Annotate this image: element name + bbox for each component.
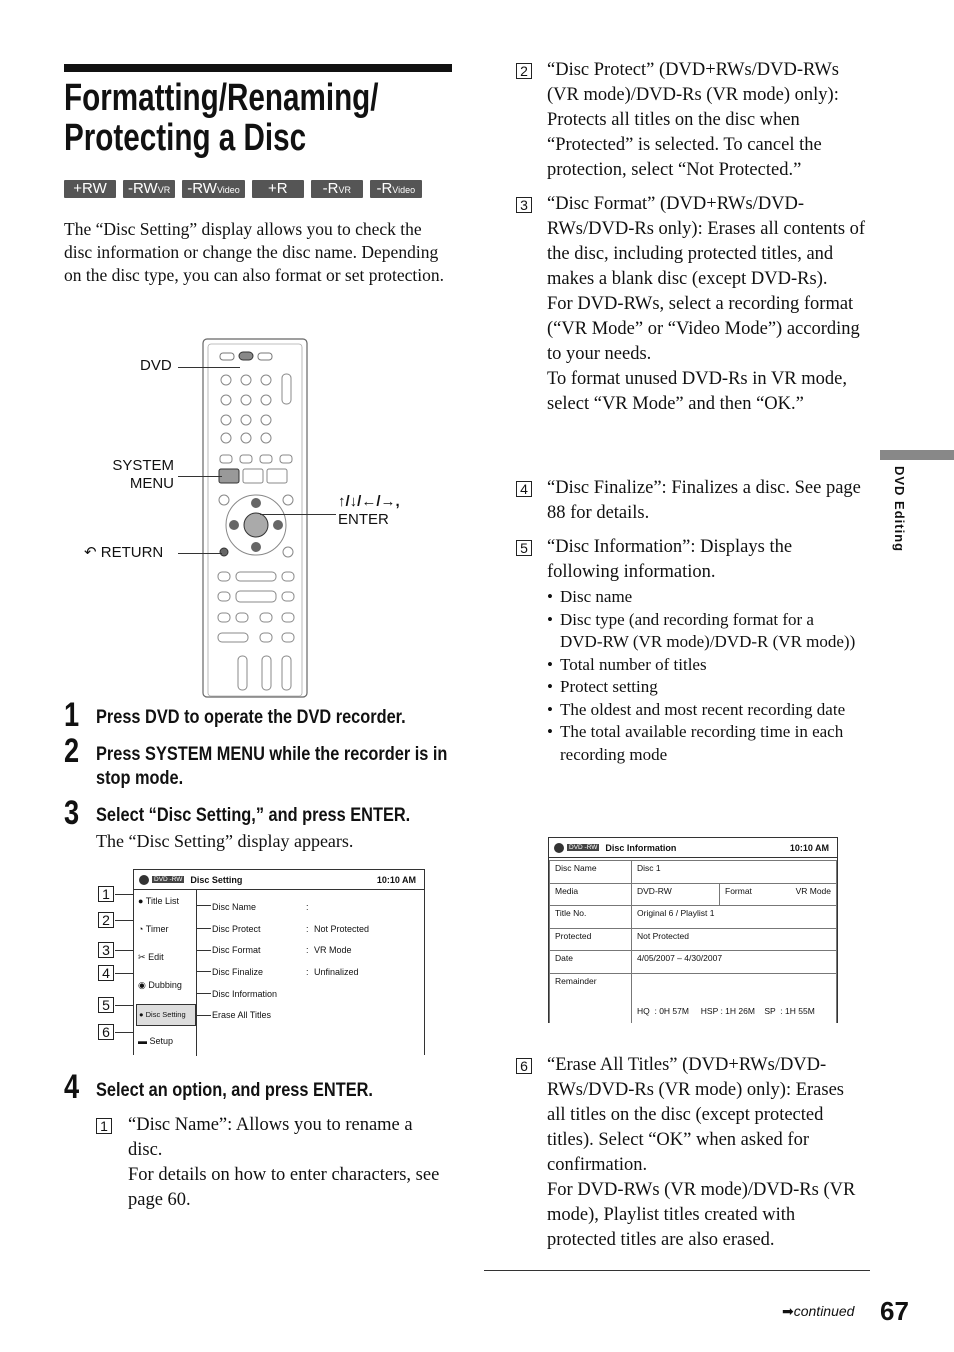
marker-6: 6 bbox=[98, 1024, 114, 1040]
step-4-text: Select an option, and press ENTER. bbox=[96, 1080, 373, 1101]
item-2-marker: 2 bbox=[516, 63, 532, 79]
item-6-text: “Erase All Titles” (DVD+RWs/DVD-RWs/DVD-Rs (VR mode) only): Erases all titles on the disc (except protected titles). Select “OK” when asked for confirmation. For DVD-RWs (VR mode)/DVD-Rs (VR mode), Playlist titles created with protected titles are also erased. bbox=[547, 1055, 856, 1250]
badge-minus-r-vr: -RVR bbox=[311, 180, 363, 198]
screen-time: 10:10 AM bbox=[789, 842, 829, 853]
item-6-marker: 6 bbox=[516, 1058, 532, 1074]
arrow-right-icon: ➡ bbox=[782, 1303, 794, 1319]
disc-information-screen bbox=[548, 837, 838, 1023]
callout-arrows: ↑/↓/←/→, ENTER bbox=[338, 493, 400, 528]
bullet-item: • Total number of titles bbox=[547, 654, 707, 674]
section-tab bbox=[880, 450, 954, 460]
screen-side-menu bbox=[134, 890, 197, 1056]
step-3-text: Select “Disc Setting,” and press ENTER. bbox=[96, 805, 411, 826]
dvd-rw-badge: DVD -RW bbox=[569, 844, 598, 851]
table-row: Title No. Original 6 / Playlist 1 bbox=[550, 906, 837, 929]
screen-title: Disc Information bbox=[605, 842, 677, 853]
step-1-text: Press DVD to operate the DVD recorder. bbox=[96, 707, 406, 728]
badge-plus-rw: +RW bbox=[64, 180, 116, 198]
bracket-line-6 bbox=[197, 1015, 211, 1016]
item-4-text: “Disc Finalize”: Finalizes a disc. See page 88 for details. bbox=[547, 478, 861, 523]
table-row: Remainder HQ : 0H 57M HSP : 1H 26M SP : 1H 55M bbox=[550, 973, 837, 1023]
callout-system-menu-line bbox=[178, 476, 222, 477]
marker-2: 2 bbox=[98, 912, 114, 928]
item-1-text: “Disc Name”: Allows you to rename a disc. For details on how to enter characters, see page 60. bbox=[128, 1115, 440, 1210]
table-row: Media DVD-RW Format VR Mode bbox=[550, 883, 837, 906]
page-title: Formatting/Renaming/ Protecting a Disc bbox=[64, 77, 379, 159]
badge-plus-r: +R bbox=[252, 180, 304, 198]
marker-5: 5 bbox=[98, 997, 114, 1013]
row-disc-information[interactable]: Disc Information bbox=[212, 989, 278, 999]
bullet-item: • Protect setting bbox=[547, 677, 658, 696]
callout-return: ↶ RETURN bbox=[84, 544, 164, 561]
item-5-text: “Disc Information”: Displays the following information. bbox=[547, 537, 793, 582]
bullet-item: • Disc name bbox=[547, 587, 633, 606]
item-3-text: “Disc Format” (DVD+RWs/DVD-RWs/DVD-Rs only): Erases all contents of the disc, including protected titles, and makes a blank disc (except DVD-Rs). For DVD-RWs, select a recording format (“VR Mode” or “Video Mode”) according to your needs. To format unused DVD-Rs in VR mode, select “VR Mode” and then “OK.” bbox=[547, 194, 866, 414]
bullet-item: • The total available recording time in each recording mode bbox=[547, 722, 844, 764]
callout-system-menu: SYSTEM MENU bbox=[112, 457, 174, 492]
item-5-marker: 5 bbox=[516, 540, 532, 556]
badge-minus-r-video: -RVideo bbox=[370, 180, 422, 198]
title-list-icon: ● bbox=[138, 896, 144, 906]
setup-icon: ▬ bbox=[138, 1036, 147, 1046]
step-2-text: Press SYSTEM MENU while the recorder is in stop mode. bbox=[96, 744, 448, 789]
title-rule bbox=[64, 64, 452, 72]
bullet-item: • The oldest and most recent recording date bbox=[547, 699, 846, 719]
row-disc-protect[interactable]: Disc Protect : Not Protected bbox=[212, 924, 370, 934]
disc-setting-icon: ● bbox=[139, 1010, 144, 1019]
intro-paragraph: The “Disc Setting” display allows you to check the disc information or change the disc name. Depending on the disc type, you can also format or set protection. bbox=[64, 219, 445, 285]
disc-icon bbox=[139, 875, 149, 885]
screen-time: 10:10 AM bbox=[376, 874, 416, 885]
menu-edit[interactable]: ✂ Edit bbox=[138, 952, 164, 962]
disc-setting-screen bbox=[133, 869, 425, 1055]
item-2-text: “Disc Protect” (DVD+RWs/DVD-RWs (VR mode)/DVD-Rs (VR mode) only): Protects all titles on the disc when “Protected” is selected. To cancel the protection, select “Not Protected.” bbox=[547, 60, 839, 180]
disc-icon bbox=[554, 843, 564, 853]
menu-setup[interactable]: ▬ Setup bbox=[138, 1036, 174, 1046]
badge-minus-rw-vr: -RWVR bbox=[123, 180, 175, 198]
step-2-number: 2 bbox=[64, 732, 80, 770]
callout-return-line bbox=[178, 553, 222, 554]
menu-title-list[interactable]: ● Title List bbox=[138, 896, 179, 906]
table-row: Protected Not Protected bbox=[550, 928, 837, 951]
row-disc-finalize[interactable]: Disc Finalize : Unfinalized bbox=[212, 967, 359, 977]
step-4-number: 4 bbox=[64, 1068, 80, 1106]
timer-icon: ◔ bbox=[138, 924, 144, 934]
marker-1: 1 bbox=[98, 886, 114, 902]
return-icon: ↶ bbox=[84, 544, 97, 561]
callout-dvd-line bbox=[178, 367, 240, 368]
item-1-marker: 1 bbox=[96, 1118, 112, 1134]
step-1-number: 1 bbox=[64, 696, 80, 734]
dvd-rw-badge: DVD -RW bbox=[154, 876, 183, 883]
callout-arrows-line bbox=[260, 514, 336, 515]
bracket-line-4 bbox=[197, 971, 211, 972]
row-disc-name[interactable]: Disc Name : bbox=[212, 902, 309, 912]
disc-info-table bbox=[549, 860, 837, 1023]
row-disc-format[interactable]: Disc Format : VR Mode bbox=[212, 945, 352, 955]
marker-3: 3 bbox=[98, 942, 114, 958]
step-3-note: The “Disc Setting” display appears. bbox=[96, 831, 354, 851]
item-5-bullets bbox=[547, 586, 857, 766]
bracket-line-5 bbox=[197, 993, 211, 994]
screen-title: Disc Setting bbox=[190, 874, 243, 885]
item-4-marker: 4 bbox=[516, 481, 532, 497]
callout-dvd: DVD bbox=[140, 357, 172, 374]
page-number: 67 bbox=[880, 1296, 909, 1326]
badge-minus-rw-video: -RWVideo bbox=[182, 180, 245, 198]
menu-dubbing[interactable]: ◉ Dubbing bbox=[138, 980, 182, 990]
menu-disc-setting[interactable]: ● Disc Setting bbox=[136, 1004, 196, 1026]
step-3-number: 3 bbox=[64, 794, 80, 832]
dubbing-icon: ◉ bbox=[138, 980, 146, 990]
marker-4: 4 bbox=[98, 965, 114, 981]
row-erase-all-titles[interactable]: Erase All Titles bbox=[212, 1010, 272, 1020]
bracket-line-3 bbox=[197, 950, 211, 951]
table-row: Date 4/05/2007 – 4/30/2007 bbox=[550, 951, 837, 974]
remote-control-illustration bbox=[202, 338, 308, 698]
section-label: DVD Editing bbox=[892, 466, 907, 553]
bullet-item: • Disc type (and recording format for a DVD-RW (VR mode)/DVD-R (VR mode)) bbox=[547, 609, 856, 651]
disc-info-header bbox=[549, 838, 837, 858]
continued-note: ➡continued bbox=[782, 1303, 855, 1319]
table-row: Disc Name Disc 1 bbox=[550, 861, 837, 884]
disc-type-badges bbox=[64, 180, 422, 198]
bracket-line-1 bbox=[197, 905, 211, 906]
item-3-marker: 3 bbox=[516, 197, 532, 213]
disc-setting-header bbox=[134, 870, 424, 890]
edit-icon: ✂ bbox=[138, 952, 146, 962]
footer-rule bbox=[484, 1270, 870, 1271]
menu-timer[interactable]: ◔ Timer bbox=[138, 924, 169, 934]
bracket-line-2 bbox=[197, 928, 211, 929]
